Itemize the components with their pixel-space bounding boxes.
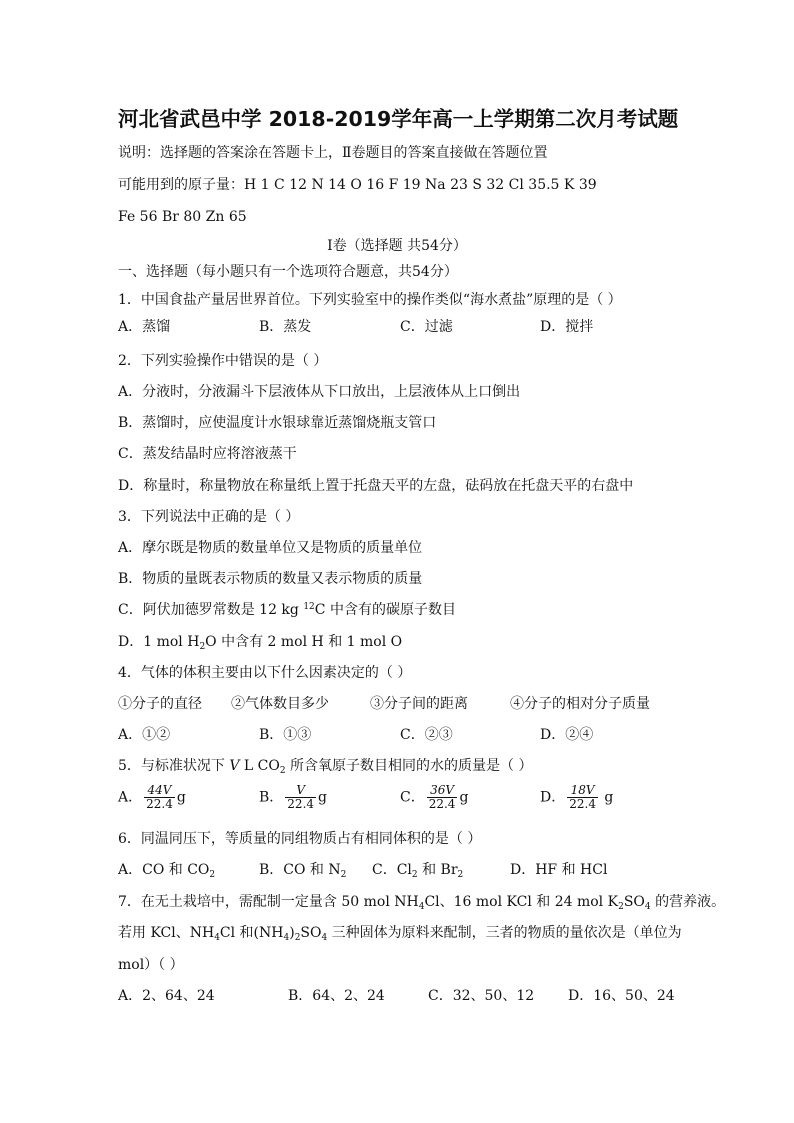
question-2-option-c[interactable]: C．蒸发结晶时应将溶液蒸干	[118, 446, 297, 462]
question-7-option-a[interactable]: A．2、64、24	[118, 988, 215, 1004]
question-7-option-d[interactable]: D．16、50、24	[568, 988, 675, 1004]
question-6-stem: 6．同温同压下，等质量的同组物质占有相同体积的是（ ）	[118, 831, 482, 847]
question-1-stem: 1．中国食盐产量居世界首位。下列实验室中的操作类似“海水煮盐”原理的是（ ）	[118, 292, 622, 308]
question-4-factor-4: ④分子的相对分子质量	[510, 696, 650, 712]
question-7-option-b[interactable]: B．64、2、24	[288, 988, 385, 1004]
section-heading: Ⅰ卷（选择题 共54分）	[327, 238, 467, 254]
question-7-options	[118, 987, 678, 1007]
question-4-factor-3: ③分子间的距离	[370, 696, 468, 712]
question-1-option-c[interactable]: C．过滤	[400, 319, 453, 335]
question-5-option-b[interactable]: B． $\frac{V}{22.4}$ g	[259, 783, 327, 811]
question-5-option-a[interactable]: A． $\frac{44V}{22.4}$ g	[118, 783, 186, 811]
page-title: 河北省武邑中学 2018-2019学年高一上学期第二次月考试题	[118, 107, 679, 131]
question-4-option-a[interactable]: A．①②	[118, 727, 171, 743]
question-3-option-c[interactable]: C．阿伏加德罗常数是 12 kg $^{12}$C 中含有的碳原子数目	[118, 602, 456, 618]
fraction: $\frac{36V}{22.4}$	[428, 783, 456, 811]
question-3-option-a[interactable]: A．摩尔既是物质的数量单位又是物质的质量单位	[118, 540, 423, 556]
question-2-option-b[interactable]: B．蒸馏时，应使温度计水银球靠近蒸馏烧瓶支管口	[118, 415, 437, 431]
question-2-option-a[interactable]: A．分液时，分液漏斗下层液体从下口放出，上层液体从上口倒出	[118, 384, 521, 400]
atomic-masses-line-1: 可能用到的原子量：H 1 C 12 N 14 O 16 F 19 Na 23 S 32 Cl 35.5 K 39	[118, 177, 597, 193]
question-1-option-d[interactable]: D．搅拌	[540, 319, 594, 335]
question-6-option-b[interactable]: B．CO 和 $N_2$	[259, 862, 347, 880]
atomic-masses-line-2: Fe 56 Br 80 Zn 65	[118, 209, 247, 225]
section-instructions: 一、选择题（每小题只有一个选项符合题意，共54分）	[118, 264, 458, 280]
question-2-option-d[interactable]: D．称量时，称量物放在称量纸上置于托盘天平的左盘，砝码放在托盘天平的右盘中	[118, 478, 634, 494]
fraction: $\frac{44V}{22.4}$	[146, 783, 173, 811]
question-4-options	[118, 726, 678, 746]
question-7-stem-line-1: 7．在无土栽培中，需配制一定量含 50 mol $NH_4Cl$、16 mol KCl 和 24 mol $K_2SO_4$ 的营养液。	[118, 894, 726, 912]
question-4-factor-1: ①分子的直径	[118, 696, 202, 712]
question-5-option-c[interactable]: C． $\frac{36V}{22.4}$ g	[400, 783, 469, 811]
question-7-stem-line-3: mol）（ ）	[118, 957, 184, 973]
question-4-option-c[interactable]: C．②③	[400, 727, 453, 743]
fraction: $\frac{18V}{22.4}$	[569, 783, 596, 811]
question-4-option-b[interactable]: B．①③	[259, 727, 312, 743]
question-4-option-d[interactable]: D．②④	[540, 727, 594, 743]
question-3-option-d[interactable]: D．1 mol $H_2O$ 中含有 2 mol H 和 1 mol O	[118, 634, 403, 652]
question-6-option-d[interactable]: D．HF 和 HCl	[510, 862, 608, 878]
question-4-factors	[118, 695, 678, 715]
question-5-options	[118, 784, 678, 818]
fraction: $\frac{V}{22.4}$	[287, 783, 315, 811]
question-5-option-d[interactable]: D． $\frac{18V}{22.4}$ g	[540, 783, 614, 811]
question-4-factor-2: ②气体数目多少	[231, 696, 329, 712]
question-5-stem: 5．与标准状况下 V L $CO_2$ 所含氧原子数目相同的水的质量是（ ）	[118, 758, 533, 776]
question-7-option-c[interactable]: C．32、50、12	[428, 988, 535, 1004]
question-1-option-b[interactable]: B．蒸发	[259, 319, 312, 335]
question-3-option-b[interactable]: B．物质的量既表示物质的数量又表示物质的质量	[118, 571, 423, 587]
question-1-options	[118, 318, 678, 338]
instructions-note: 说明：选择题的答案涂在答题卡上，Ⅱ卷题目的答案直接做在答题位置	[118, 145, 548, 161]
question-2-stem: 2．下列实验操作中错误的是（ ）	[118, 353, 328, 369]
question-6-option-c[interactable]: C．$Cl_2$ 和 $Br_2$	[372, 862, 464, 880]
question-4-stem: 4．气体的体积主要由以下什么因素决定的（ ）	[118, 665, 412, 681]
question-1-option-a[interactable]: A．蒸馏	[118, 319, 171, 335]
question-3-stem: 3．下列说法中正确的是（ ）	[118, 509, 300, 525]
question-7-stem-line-2: 若用 KCl、$NH_4Cl$ 和$(NH_4)_2SO_4$ 三种固体为原料来配制，三者的物质的量依次是（单位为	[118, 925, 682, 943]
question-6-option-a[interactable]: A．CO 和 $CO_2$	[118, 862, 216, 880]
question-6-options	[118, 861, 678, 881]
